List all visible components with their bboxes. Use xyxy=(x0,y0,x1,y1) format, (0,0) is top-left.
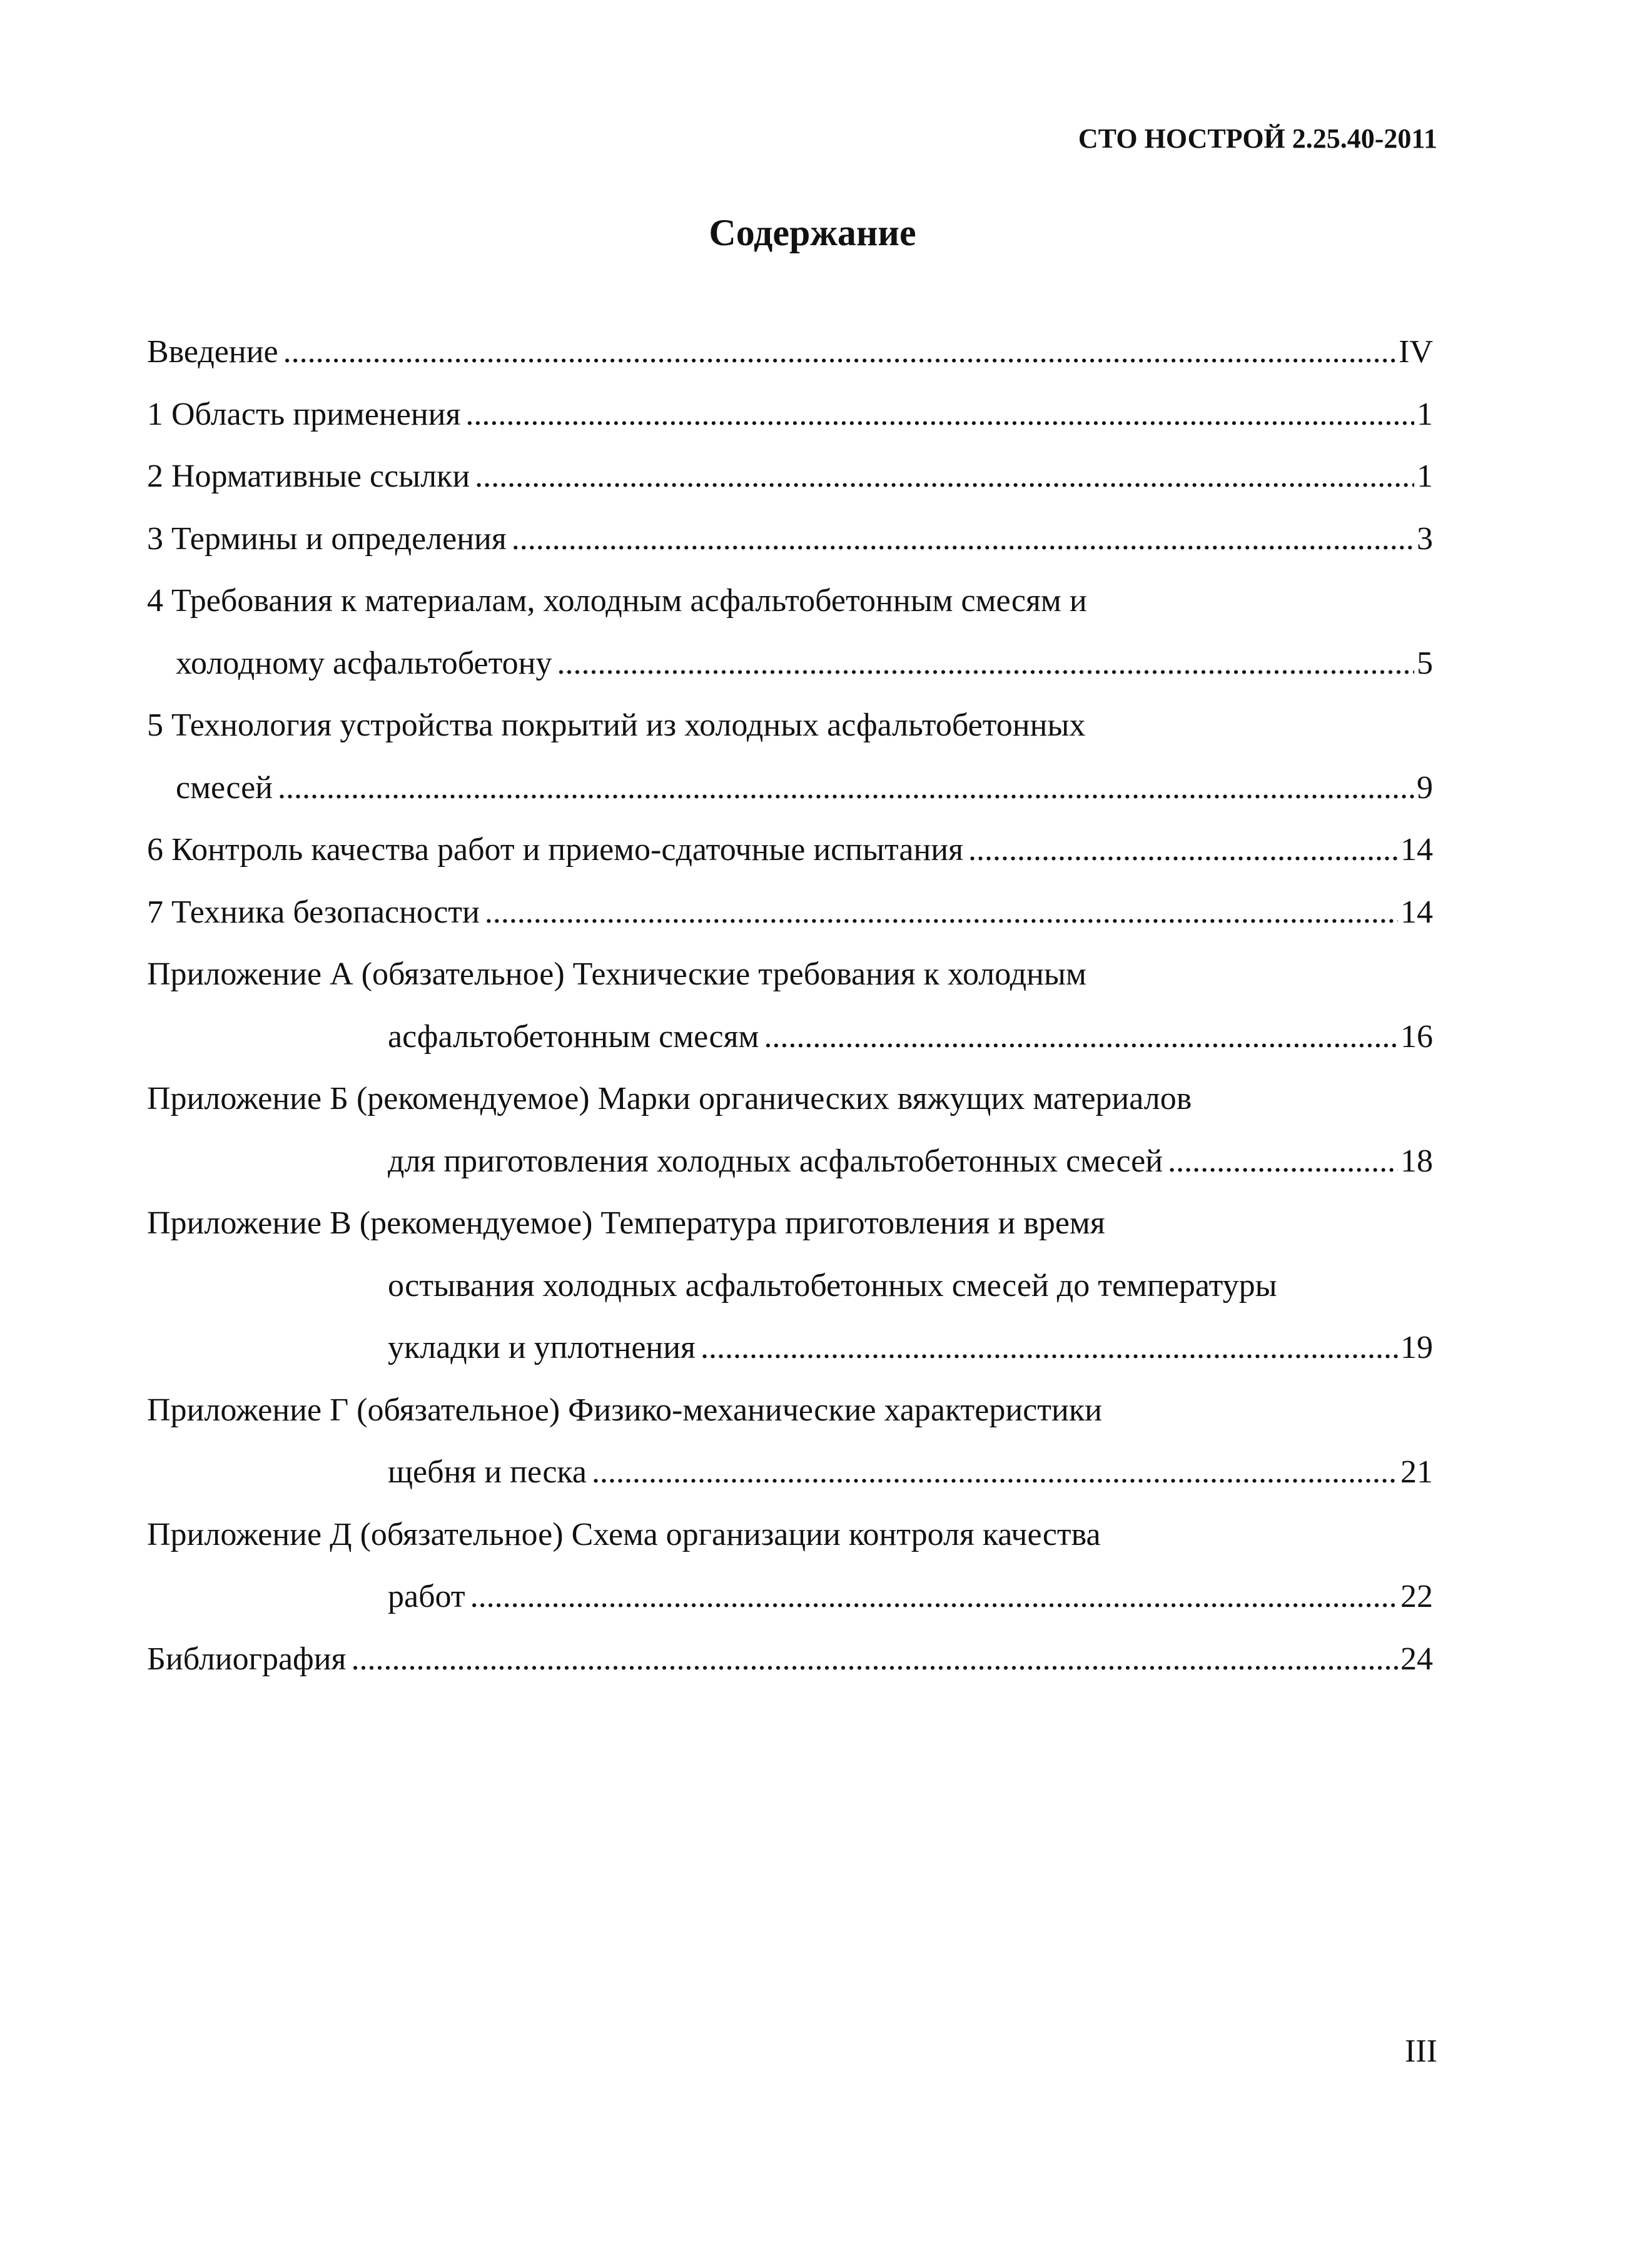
toc-entry-section-5[interactable] xyxy=(147,694,1433,757)
toc-entry-appendix-g[interactable] xyxy=(147,1379,1433,1442)
dot-leader xyxy=(283,321,1397,383)
toc-entry-page: 19 xyxy=(1400,1330,1433,1365)
toc-entry-section-3[interactable] xyxy=(147,508,1433,570)
dot-leader xyxy=(485,881,1398,944)
toc-entry-appendix-b[interactable] xyxy=(147,1068,1433,1130)
toc-entry-appendix-v-cont[interactable] xyxy=(147,1255,1433,1317)
toc-entry-text: Приложение Г (обязательное) Физико-механические характеристики xyxy=(147,1392,1102,1428)
dot-leader xyxy=(278,757,1414,819)
toc-entry-page: 14 xyxy=(1400,894,1433,930)
dot-leader xyxy=(968,819,1398,881)
toc-entry-page: 21 xyxy=(1400,1454,1433,1490)
toc-entry-text: для приготовления холодных асфальтобетонных смесей xyxy=(388,1143,1163,1179)
toc-entry-text: холодному асфальтобетону xyxy=(176,645,552,681)
toc-entry-appendix-v-cont-2[interactable] xyxy=(147,1317,1433,1379)
toc-entry-text: 7 Техника безопасности xyxy=(147,894,480,930)
toc-entry-text: Библиография xyxy=(147,1641,347,1677)
toc-entry-bibliography[interactable] xyxy=(147,1628,1433,1691)
toc-entry-text: остывания холодных асфальтобетонных смесей до температуры xyxy=(388,1267,1277,1304)
toc-entry-introduction[interactable] xyxy=(147,321,1433,383)
toc-entry-text: асфальтобетонным смесям xyxy=(388,1018,759,1055)
toc-entry-page: 16 xyxy=(1400,1018,1433,1055)
dot-leader xyxy=(592,1441,1398,1504)
toc-entry-section-6[interactable] xyxy=(147,819,1433,881)
toc-entry-section-4[interactable] xyxy=(147,570,1433,632)
dot-leader xyxy=(557,632,1414,695)
toc-entry-text: 3 Термины и определения xyxy=(147,520,507,557)
toc-entry-appendix-g-cont[interactable] xyxy=(147,1441,1433,1504)
table-of-contents xyxy=(147,321,1433,1690)
dot-leader xyxy=(701,1317,1398,1379)
toc-entry-text: укладки и уплотнения xyxy=(388,1330,696,1365)
toc-entry-appendix-a-cont[interactable] xyxy=(147,1006,1433,1068)
toc-entry-appendix-a[interactable] xyxy=(147,943,1433,1006)
toc-entry-text: Приложение В (рекомендуемое) Температура приготовления и время xyxy=(147,1205,1105,1241)
page-title: Содержание xyxy=(709,212,916,253)
dot-leader xyxy=(475,445,1414,508)
toc-entry-text: 5 Технология устройства покрытий из холодных асфальтобетонных xyxy=(147,707,1086,743)
toc-entry-page: IV xyxy=(1399,334,1433,370)
toc-entry-text: щебня и песка xyxy=(388,1454,587,1490)
toc-entry-text: смесей xyxy=(176,769,273,806)
toc-entry-section-5-cont[interactable] xyxy=(147,757,1433,819)
toc-entry-text: 1 Область применения xyxy=(147,396,461,432)
toc-entry-page: 5 xyxy=(1417,645,1433,681)
toc-entry-text: Приложение А (обязательное) Технические требования к холодным xyxy=(147,956,1086,992)
toc-entry-section-2[interactable] xyxy=(147,445,1433,508)
page-number: III xyxy=(1405,2033,1437,2069)
toc-entry-appendix-v[interactable] xyxy=(147,1192,1433,1255)
dot-leader xyxy=(465,383,1414,446)
toc-entry-page: 1 xyxy=(1417,396,1433,432)
toc-entry-text: Приложение Д (обязательное) Схема организации контроля качества xyxy=(147,1516,1101,1552)
toc-entry-text: 6 Контроль качества работ и приемо-сдаточные испытания xyxy=(147,832,964,868)
toc-entry-page: 3 xyxy=(1417,520,1433,557)
toc-entry-page: 24 xyxy=(1400,1641,1433,1677)
toc-entry-section-4-cont[interactable] xyxy=(147,632,1433,695)
dot-leader xyxy=(470,1566,1398,1628)
toc-entry-page: 1 xyxy=(1417,458,1433,494)
toc-entry-appendix-b-cont[interactable] xyxy=(147,1130,1433,1193)
toc-entry-page: 22 xyxy=(1400,1579,1433,1614)
toc-entry-page: 14 xyxy=(1400,832,1433,868)
toc-entry-text: Введение xyxy=(147,334,278,370)
toc-entry-text: 4 Требования к материалам, холодным асфальтобетонным смесям и xyxy=(147,583,1087,619)
toc-entry-appendix-d-cont[interactable] xyxy=(147,1566,1433,1628)
toc-entry-text: работ xyxy=(388,1579,465,1614)
toc-entry-section-7[interactable] xyxy=(147,881,1433,944)
toc-entry-text: Приложение Б (рекомендуемое) Марки органических вяжущих материалов xyxy=(147,1081,1192,1116)
toc-entry-section-1[interactable] xyxy=(147,383,1433,446)
toc-entry-text: 2 Нормативные ссылки xyxy=(147,458,470,494)
dot-leader xyxy=(351,1628,1398,1691)
dot-leader xyxy=(512,508,1414,570)
toc-entry-page: 9 xyxy=(1417,769,1433,806)
toc-entry-appendix-d[interactable] xyxy=(147,1504,1433,1566)
toc-entry-page: 18 xyxy=(1400,1143,1433,1179)
dot-leader xyxy=(1168,1130,1398,1193)
document-code: СТО НОСТРОЙ 2.25.40-2011 xyxy=(1078,123,1437,154)
dot-leader xyxy=(764,1006,1398,1068)
